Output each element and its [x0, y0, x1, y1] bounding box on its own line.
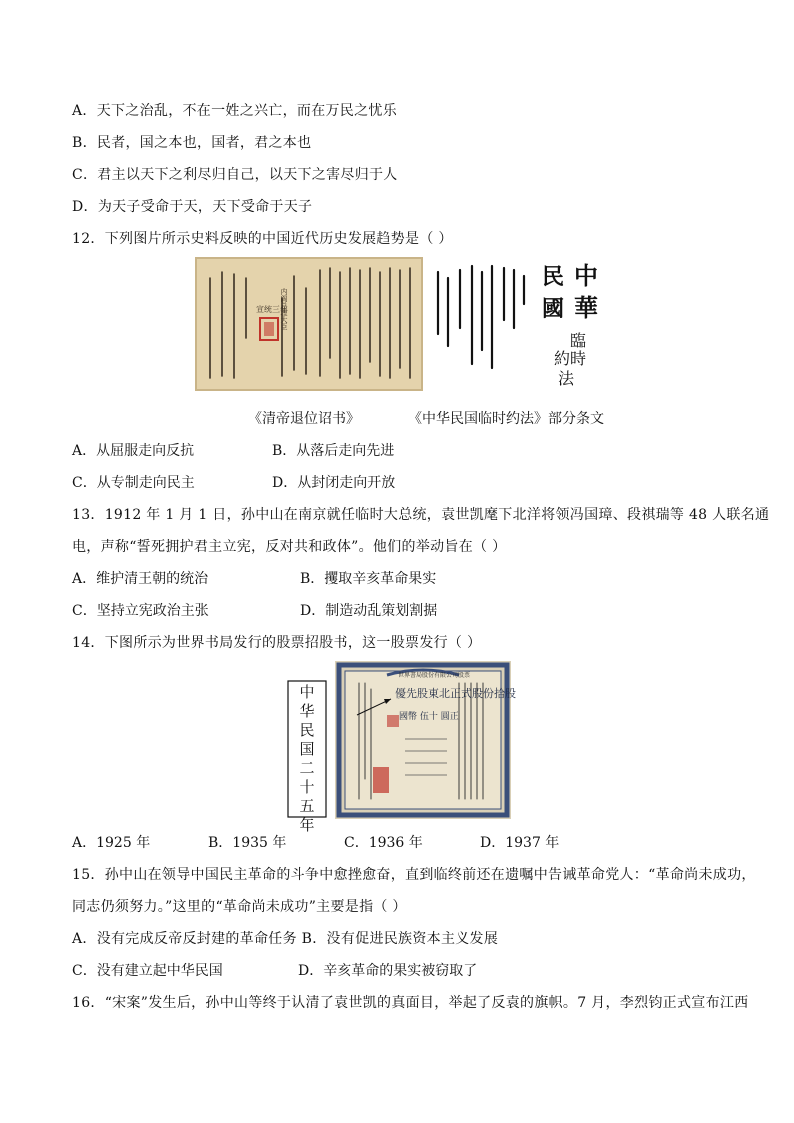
- q13-options-row-1: [72, 569, 436, 589]
- q14-option-a: A．1925 年: [72, 835, 151, 851]
- q11-option-c: C．君主以天下之利尽归自己，以天下之害尽归于人: [72, 167, 398, 183]
- q12-options-row-2: [72, 473, 395, 493]
- q14-option-c: C．1936 年: [344, 835, 423, 851]
- q14-option-d: D．1937 年: [480, 835, 560, 851]
- q15-stem-line-2: 同志仍须努力。”这里的“革命尚未成功”主要是指（ ）: [72, 899, 407, 915]
- q13-option-a: A．维护清王朝的统治: [72, 571, 209, 587]
- q12-stem: 12．下列图片所示史料反映的中国近代历史发展趋势是（ ）: [72, 231, 453, 247]
- q15-options-ab: A．没有完成反帝反封建的革命任务 B．没有促进民族资本主义发展: [72, 931, 499, 947]
- q13-option-b: B．攫取辛亥革命果实: [300, 571, 437, 587]
- edict-date-text: 宣统三年: [256, 305, 288, 314]
- q12-option-d: D．从封闭走向开放: [272, 475, 396, 491]
- stock-certificate-drawing: [287, 659, 516, 834]
- q12-option-a: A．从屈服走向反抗: [72, 443, 195, 459]
- caption-provisional-constitution: 《中华民国临时约法》部分条文: [408, 411, 604, 427]
- provisional-constitution-image: [424, 258, 596, 390]
- constitution-char-lin: 臨: [570, 331, 587, 350]
- constitution-char-guo: 國: [542, 296, 565, 322]
- q14-stem: 14．下图所示为世界书局发行的股票招股书，这一股票发行（ ）: [72, 635, 482, 651]
- q14-options-row: [72, 833, 559, 853]
- abdication-edict-drawing: [196, 258, 422, 390]
- constitution-char-shi: 時: [570, 349, 587, 368]
- abdication-edict-image: [196, 258, 422, 390]
- q16-stem-line-1: 16．“宋案”发生后，孙中山等终于认清了袁世凯的真面目，举起了反袁的旗帜。7 月，李烈钧正式宣布江西: [72, 995, 749, 1011]
- q12-option-c: C．从专制走向民主: [72, 475, 195, 491]
- q12-options-row-1: [72, 441, 394, 461]
- stock-certificate-image: [287, 659, 516, 834]
- q14-option-b: B．1935 年: [208, 835, 287, 851]
- q11-option-a: A．天下之治乱，不在一姓之兴亡，而在万民之忧乐: [72, 103, 398, 119]
- constitution-char-min: 民: [542, 264, 565, 290]
- q15-stem-line-1: 15．孙中山在领导中国民主革命的斗争中愈挫愈奋，直到临终前还在遗嘱中告诫革命党人：“革命尚未成功，: [72, 867, 756, 883]
- constitution-char-hua: 華: [574, 293, 598, 322]
- q13-stem-line-2: 电，声称“誓死拥护君主立宪，反对共和政体”。他们的举动旨在（ ）: [72, 539, 507, 555]
- q11-option-d: D．为天子受命于天，天下受命于天子: [72, 199, 313, 215]
- q13-option-c: C．坚持立宪政治主张: [72, 603, 209, 619]
- edict-stamp-text: 内阁总理大臣: [280, 288, 288, 330]
- provisional-constitution-drawing: [424, 258, 596, 390]
- certificate-top-text: 世界書局股份有限公司股票: [398, 672, 471, 679]
- year-label-box: 中华民国二十五年: [299, 683, 315, 834]
- certificate-center-text: 國幣 伍十 圓正: [399, 712, 459, 722]
- constitution-char-zhong: 中: [574, 261, 598, 290]
- q13-option-d: D．制造动乱策划割据: [300, 603, 438, 619]
- constitution-char-yue: 約: [554, 349, 571, 368]
- q15-options-row-2: [72, 961, 477, 981]
- constitution-char-fa: 法: [558, 369, 575, 388]
- certificate-mid-text: 優先股東北正式股份拾股: [395, 687, 516, 700]
- q15-option-d: D．辛亥革命的果实被窃取了: [298, 963, 478, 979]
- q15-option-c: C．没有建立起中华民国: [72, 963, 223, 979]
- q13-options-row-2: [72, 601, 437, 621]
- q11-option-b: B．民者，国之本也，国者，君之本也: [72, 135, 312, 151]
- q13-stem-line-1: 13．1912 年 1 月 1 日，孙中山在南京就任临时大总统，袁世凯麾下北洋将领冯国璋、段祺瑞等 48 人联名通: [72, 507, 770, 523]
- caption-abdication-edict: 《清帝退位诏书》: [248, 411, 360, 427]
- q12-option-b: B．从落后走向先进: [272, 443, 395, 459]
